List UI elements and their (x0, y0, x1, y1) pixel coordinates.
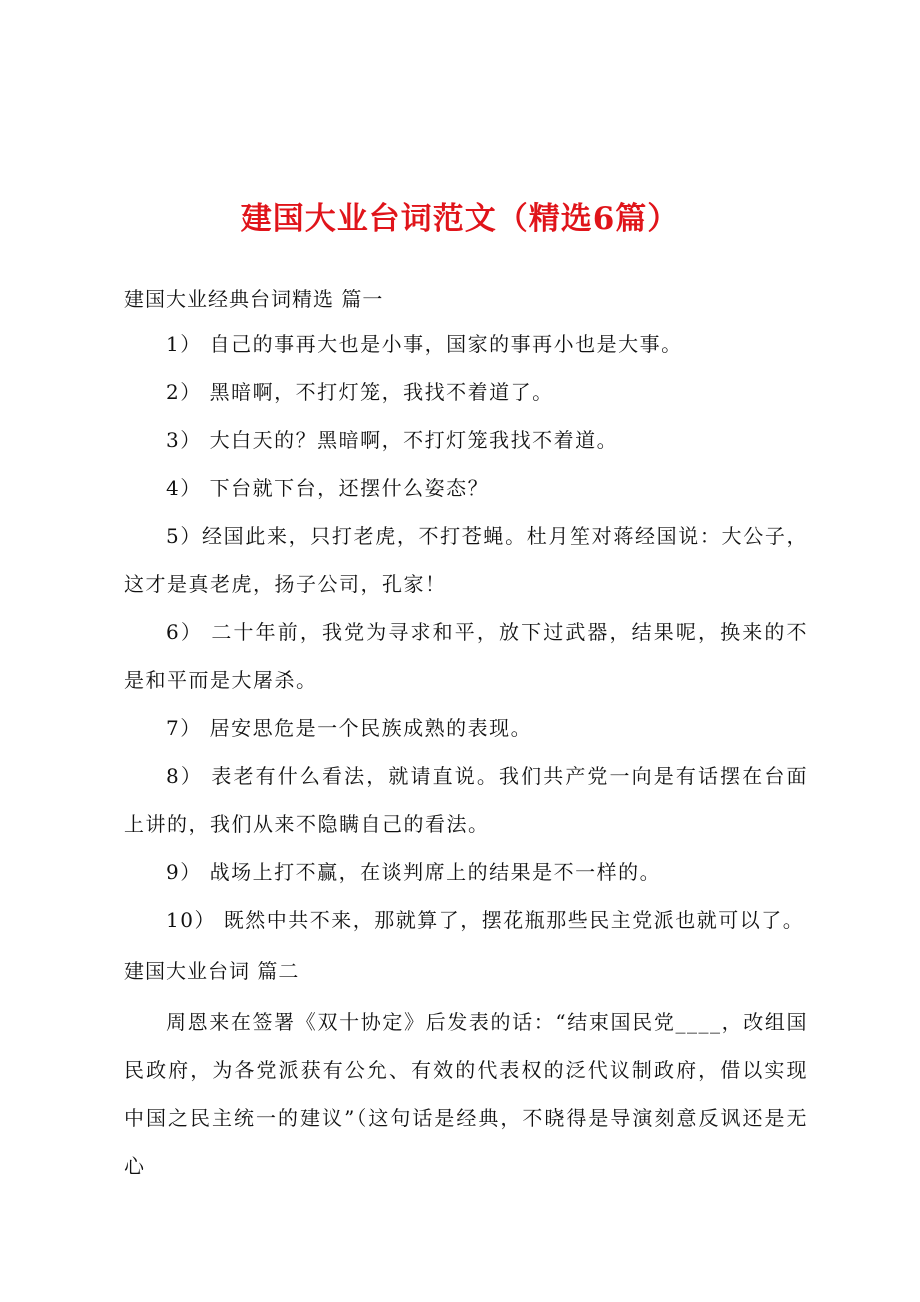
section-heading-1: 建国大业经典台词精选 篇一 (124, 287, 384, 311)
section-heading-2: 建国大业台词 篇二 (124, 959, 300, 983)
quote-item-1: 1） 自己的事再大也是小事，国家的事再小也是大事。 (166, 332, 683, 356)
quote-item-4: 4） 下台就下台，还摆什么姿态？ (166, 476, 490, 500)
document-title: 建国大业台词范文（精选6篇） (240, 201, 680, 237)
quote-item-6: 6） 二十年前，我党为寻求和平，放下过武器，结果呢，换来的不是和平而是大屠杀。 (124, 620, 808, 692)
quote-item-2: 2） 黑暗啊，不打灯笼，我找不着道了。 (166, 380, 554, 404)
section-2-paragraph: 周恩来在签署《双十协定》后发表的话：“结束国民党____，改组国民政府，为各党派获有公允、有效的代表权的泛代议制政府，借以实现中国之民主统一的建议”（这句话是经典，不晓得是导演刻意反讽还是无心 (124, 1010, 808, 1178)
quote-item-10: 10） 既然中共不来，那就算了，摆花瓶那些民主党派也就可以了。 (166, 908, 805, 932)
quote-item-8: 8） 表老有什么看法，就请直说。我们共产党一向是有话摆在台面上讲的，我们从来不隐瞒自己的看法。 (124, 764, 808, 836)
quote-item-7: 7） 居安思危是一个民族成熟的表现。 (166, 716, 533, 740)
quote-item-3: 3） 大白天的？黑暗啊，不打灯笼我找不着道。 (166, 428, 619, 452)
quote-item-9: 9） 战场上打不赢，在谈判席上的结果是不一样的。 (166, 860, 662, 884)
quote-item-5: 5）经国此来，只打老虎，不打苍蝇。杜月笙对蒋经国说：大公子，这才是真老虎，扬子公司，孔家！ (124, 524, 808, 596)
